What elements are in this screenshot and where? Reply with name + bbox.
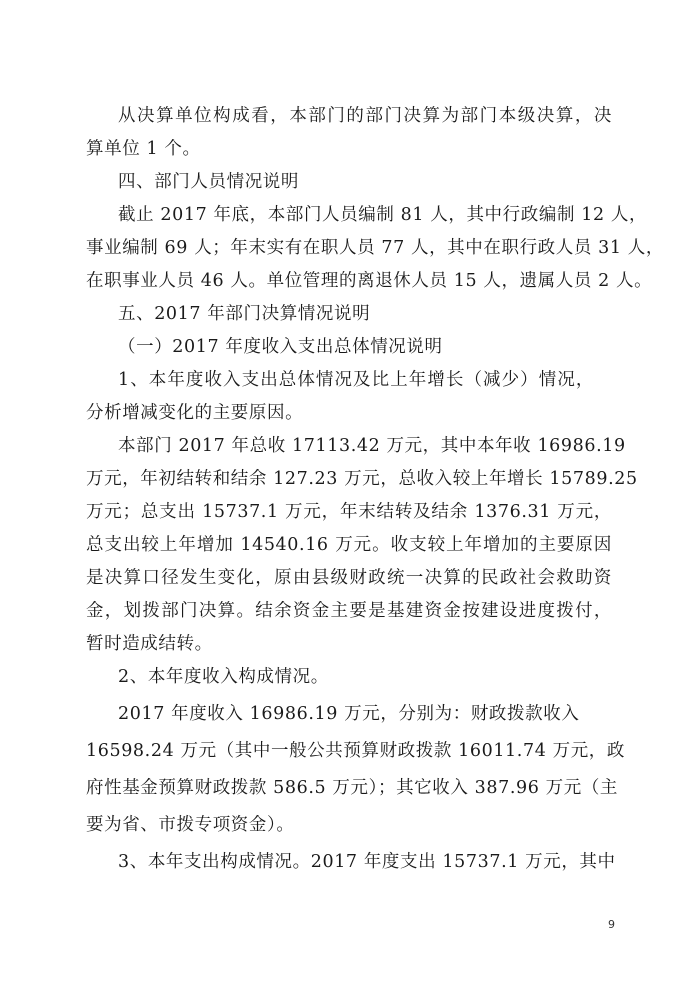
item-heading: 1、本年度收入支出总体情况及比上年增长（减少）情况， <box>118 370 594 390</box>
paragraph-line: 万元，年初结转和结余 127.23 万元，总收入较上年增长 15789.25 <box>86 469 638 489</box>
paragraph-line: 是决算口径发生变化，原由县级财政统一决算的民政社会救助资 <box>86 568 612 588</box>
paragraph-line: 金，划拨部门决算。结余资金主要是基建资金按建设进度拨付， <box>86 601 612 621</box>
paragraph-line: 16598.24 万元（其中一般公共预算财政拨款 16011.74 万元，政 <box>86 741 625 761</box>
paragraph-line: 截止 2017 年底，本部门人员编制 81 人，其中行政编制 12 人， <box>118 205 648 225</box>
paragraph-line: 万元；总支出 15737.1 万元，年末结转及结余 1376.31 万元， <box>86 502 612 522</box>
paragraph-line: 2017 年度收入 16986.19 万元，分别为：财政拨款收入 <box>118 704 580 724</box>
paragraph-line: 本部门 2017 年总收 17113.42 万元，其中本年收 16986.19 <box>118 436 626 456</box>
page-number: 9 <box>608 918 615 931</box>
paragraph-line: 在职事业人员 46 人。单位管理的离退休人员 15 人，遗属人员 2 人。 <box>86 271 653 291</box>
paragraph-line: 暂时造成结转。 <box>86 634 213 654</box>
paragraph-line: 府性基金预算财政拨款 586.5 万元）；其它收入 387.96 万元（主 <box>86 778 619 798</box>
paragraph-line: 事业编制 69 人；年末实有在职人员 77 人，其中在职行政人员 31 人， <box>86 238 664 258</box>
section-heading: 五、2017 年部门决算情况说明 <box>118 304 371 324</box>
item-heading: 3、本年支出构成情况。2017 年度支出 15737.1 万元，其中 <box>118 852 616 872</box>
paragraph-line: 总支出较上年增加 14540.16 万元。收支较上年增加的主要原因 <box>86 535 612 555</box>
paragraph-line: 要为省、市拨专项资金）。 <box>86 815 295 835</box>
paragraph-line: 分析增减变化的主要原因。 <box>86 403 304 423</box>
paragraph-line: 算单位 1 个。 <box>86 139 201 159</box>
item-heading: 2、本年度收入构成情况。 <box>118 667 329 687</box>
paragraph-line: 从决算单位构成看，本部门的部门决算为部门本级决算，决 <box>118 106 612 126</box>
section-heading: 四、部门人员情况说明 <box>118 172 299 192</box>
subsection-heading: （一）2017 年度收入支出总体情况说明 <box>118 337 443 357</box>
